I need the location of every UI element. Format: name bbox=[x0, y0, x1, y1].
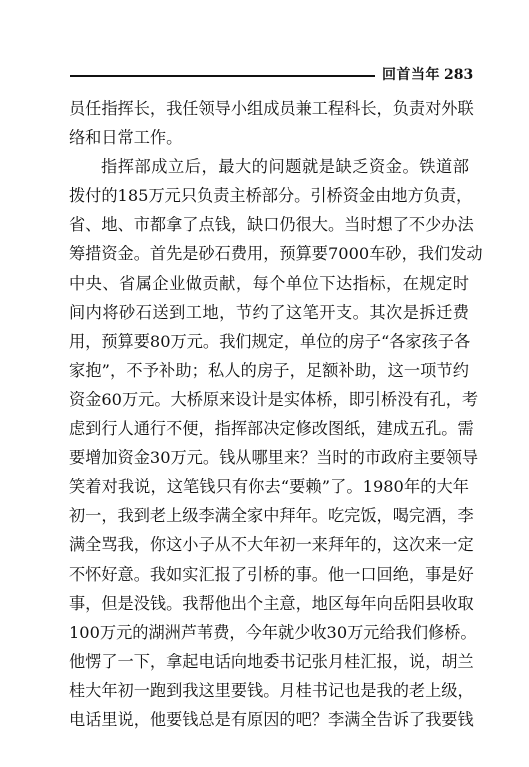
text-line: 桂大年初一跑到我这里要钱。月桂书记也是我的老上级， bbox=[69, 680, 474, 700]
text-line: 事，但是没钱。我帮他出个主意，地区每年向岳阳县收取 bbox=[69, 593, 474, 613]
text-line: 络和日常工作。 bbox=[69, 128, 183, 148]
text-line: 100万元的湖洲芦苇费，今年就少收30万元给我们修桥。 bbox=[69, 622, 477, 642]
header-rule bbox=[70, 75, 375, 77]
text-line: 初一，我到老上级李满全家中拜年。吃完饭，喝完酒，李 bbox=[69, 506, 474, 526]
body-text bbox=[69, 94, 483, 734]
text-line: 筹措资金。首先是砂石费用，预算要7000车砂，我们发动 bbox=[69, 244, 483, 264]
text-line: 用，预算要80万元。我们规定，单位的房子“各家孩子各 bbox=[69, 331, 471, 351]
text-line: 中央、省属企业做贡献，每个单位下达指标，在规定时 bbox=[69, 273, 469, 293]
text-line: 员任指挥长，我任领导小组成员兼工程科长，负责对外联 bbox=[69, 99, 474, 118]
text-line: 笑着对我说，这笔钱只有你去“要赖”了。1980年的大年 bbox=[69, 477, 469, 497]
text-line: 不怀好意。我如实汇报了引桥的事。他一口回绝，事是好 bbox=[69, 564, 474, 584]
text-line: 家抱”，不予补助；私人的房子，足额补助，这一项节约 bbox=[69, 360, 469, 380]
page-number: 283 bbox=[444, 67, 474, 83]
text-line: 电话里说，他要钱总是有原因的吧？李满全告诉了我要钱 bbox=[69, 709, 474, 729]
text-line: 指挥部成立后，最大的问题就是缺乏资金。铁道部 bbox=[101, 157, 469, 177]
text-line: 他愣了一下，拿起电话向地委书记张月桂汇报，说，胡兰 bbox=[69, 651, 474, 671]
text-line: 拨付的185万元只负责主桥部分。引桥资金由地方负责， bbox=[69, 186, 473, 206]
text-line: 要增加资金30万元。钱从哪里来？当时的市政府主要领导 bbox=[69, 448, 479, 468]
text-line: 省、地、市都拿了点钱，缺口仍很大。当时想了不少办法 bbox=[69, 215, 474, 235]
text-line: 满全骂我，你这小子从不大年初一来拜年的，这次来一定 bbox=[69, 535, 474, 555]
running-header bbox=[70, 66, 482, 86]
text-line: 间内将砂石送到工地，节约了这笔开支。其次是拆迁费 bbox=[69, 302, 469, 322]
text-line: 虑到行人通行不便，指挥部决定修改图纸，建成五孔。需 bbox=[69, 419, 474, 439]
running-title: 回首当年 bbox=[382, 67, 440, 83]
text-line: 资金60万元。大桥原来设计是实体桥，即引桥没有孔，考 bbox=[69, 389, 479, 409]
